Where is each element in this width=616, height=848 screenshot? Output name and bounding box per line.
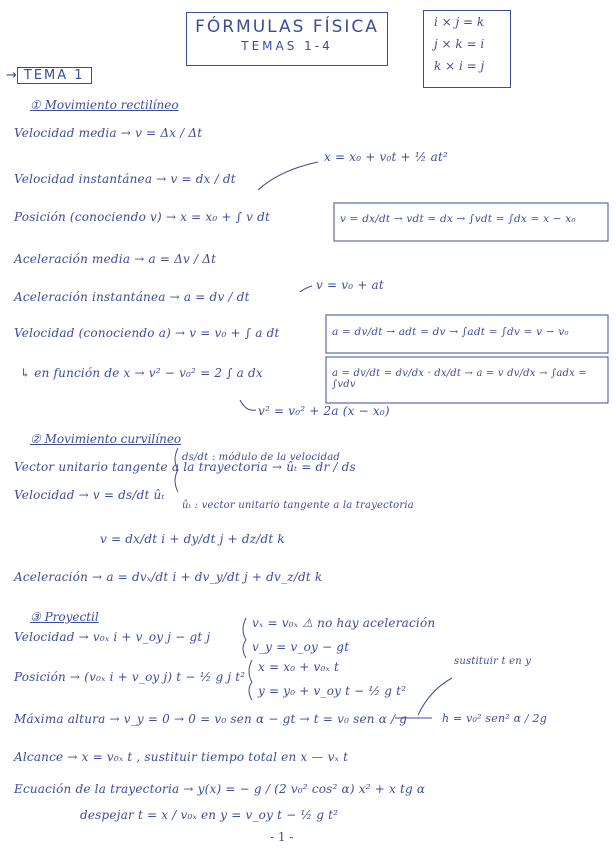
formula-branch: v_y = v_oy − gt	[252, 640, 350, 654]
derivation: a = dv/dt → adt = dv → ∫adt = ∫dv = v − v₀	[332, 326, 569, 338]
formula-label: Máxima altura →	[14, 712, 120, 726]
title-box	[186, 12, 388, 66]
formula-label: Aceleración →	[14, 570, 103, 584]
formula-note: sustituir t en y	[454, 656, 532, 667]
unit-vector-rule: k × i = j	[434, 59, 485, 73]
formula-label: Ecuación de la trayectoria →	[14, 782, 194, 796]
formula: a = dvₓ/dt i + dv_y/dt j + dv_z/dt k	[106, 570, 323, 584]
section-heading: ① Movimiento rectilíneo	[30, 98, 179, 112]
formula-line	[14, 630, 210, 644]
formula-line	[14, 750, 348, 764]
unit-vector-rule: j × k = i	[434, 37, 485, 51]
derivation: a = dv/dt = dv/dx · dx/dt → a = v dv/dx → ∫adx = ∫vdv	[332, 368, 587, 390]
unit-vector-rule: i × j = k	[434, 15, 485, 29]
tema-heading: → TEMA 1	[6, 68, 92, 83]
formula-label: Velocidad →	[14, 488, 89, 502]
formula-branch: x = x₀ + v₀ₓ t	[258, 660, 339, 674]
formula: v_y = 0 → 0 = v₀ sen α − gt → t = v₀ sen α / g	[123, 712, 408, 726]
formula: a = dv / dt	[183, 290, 250, 304]
formula-label: Velocidad →	[14, 630, 89, 644]
formula-label: Velocidad (conociendo a) →	[14, 326, 186, 340]
page-title: FÓRMULAS FÍSICA	[195, 17, 379, 37]
formula-note: v = v₀ + at	[316, 278, 384, 292]
formula-line	[14, 488, 165, 502]
formula: v² − v₀² = 2 ∫ a dx	[148, 366, 263, 380]
formula: v = dx / dt	[170, 172, 236, 186]
formula: x = v₀ₓ t , sustituir tiempo total en x — vₓ t	[81, 750, 349, 764]
derivation: v = dx/dt → vdt = dx → ∫vdt = ∫dx = x − x₀	[340, 213, 576, 225]
formula-line	[14, 570, 322, 584]
formula-note: ûₜ : vector unitario tangente a la trayectoria	[182, 500, 414, 511]
formula-label: Aceleración instantánea →	[14, 290, 180, 304]
formula: v = ds/dt ûₜ	[92, 488, 165, 502]
formula-note: v² = v₀² + 2a (x − x₀)	[258, 404, 390, 418]
formula: x = x₀ + ∫ v dt	[180, 210, 271, 224]
formula: ûₜ = dr / ds	[286, 460, 356, 474]
formula-branch: vₓ = v₀ₓ ⚠ no hay aceleración	[252, 616, 436, 630]
formula-line	[14, 712, 407, 726]
formula-label: Posición (conociendo v) →	[14, 210, 177, 224]
formula: v = dx/dt i + dy/dt j + dz/dt k	[100, 532, 285, 546]
formula-line	[14, 326, 280, 340]
formula-label: Aceleración media →	[14, 252, 145, 266]
formula-note: ds/dt : módulo de la velocidad	[182, 452, 340, 463]
unit-vector-box	[423, 10, 511, 88]
formula: (v₀ₓ i + v_oy j) t − ½ g j t²	[84, 670, 246, 684]
formula: v₀ₓ i + v_oy j − gt j	[92, 630, 211, 644]
formula-line	[14, 290, 250, 304]
formula-label: ↳ en función de x →	[20, 366, 145, 380]
formula-label: Velocidad media →	[14, 126, 132, 140]
formula-line	[14, 782, 425, 796]
formula-label: Posición →	[14, 670, 81, 684]
section-heading: ② Movimiento curvilíneo	[30, 432, 182, 446]
formula-line	[14, 252, 216, 266]
page-number: - 1 -	[270, 830, 294, 844]
formula-line	[14, 210, 270, 224]
formula-line	[14, 126, 202, 140]
section-heading: ③ Proyectil	[30, 610, 99, 624]
formula: y(x) = − g / (2 v₀² cos² α) x² + x tg α	[197, 782, 426, 796]
formula: v = v₀ + ∫ a dt	[189, 326, 280, 340]
formula-line	[14, 670, 245, 684]
formula-line	[14, 172, 236, 186]
formula-branch: y = y₀ + v_oy t − ½ g t²	[258, 684, 407, 698]
formula-label: Alcance →	[14, 750, 78, 764]
formula-result: h = v₀² sen² α / 2g	[442, 712, 547, 725]
formula: v = Δx / Δt	[135, 126, 203, 140]
formula: despejar t = x / v₀ₓ en y = v_oy t − ½ g t²	[80, 808, 339, 822]
formula-note: x = x₀ + v₀t + ½ at²	[324, 150, 449, 164]
formula: a = Δv / Δt	[148, 252, 217, 266]
page-subtitle: TEMAS 1-4	[241, 39, 333, 53]
formula-label: Velocidad instantánea →	[14, 172, 167, 186]
formula-line	[20, 366, 263, 380]
formula-label: Vector unitario tangente a la trayectoria →	[14, 460, 283, 474]
